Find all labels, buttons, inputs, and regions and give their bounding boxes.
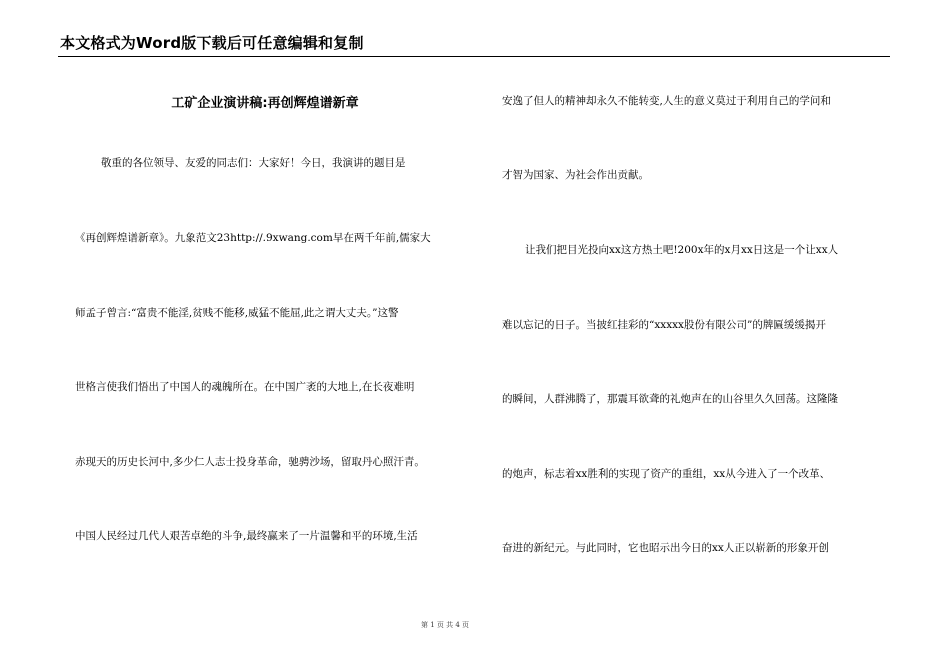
left-column-line: 中国人民经过几代人艰苦卓绝的斗争,最终赢来了一片温馨和平的环境,生活 bbox=[75, 530, 418, 542]
left-column-line: 《再创辉煌谱新章》。九象范文23http://.9xwang.com早在两千年前,儒家大 bbox=[75, 232, 431, 244]
right-column-line: 难以忘记的日子。当披红挂彩的“xxxxx股份有限公司”的牌匾缓缓揭开 bbox=[502, 319, 826, 331]
left-column-line: 赤现天的历史长河中,多少仁人志士投身革命，驰骋沙场，留取丹心照汗青。 bbox=[75, 456, 425, 468]
left-column-line: 世格言使我们悟出了中国人的魂魄所在。在中国广袤的大地上,在长夜难明 bbox=[75, 381, 415, 393]
right-column-line: 奋进的新纪元。与此同时，它也昭示出今日的xx人正以崭新的形象开创 bbox=[502, 542, 829, 554]
right-column-line: 让我们把目光投向xx这方热土吧!200x年的x月xx日这是一个让xx人 bbox=[525, 244, 839, 256]
left-column-line: 敬重的各位领导、友爱的同志们：大家好！今日，我演讲的题目是 bbox=[101, 157, 406, 169]
right-column-line: 的瞬间，人群沸腾了，那震耳欲聋的礼炮声在的山谷里久久回荡。这隆隆 bbox=[502, 393, 838, 405]
left-column-line: 师孟子曾言:“富贵不能淫,贫贱不能移,威猛不能屈,此之谓大丈夫。”这警 bbox=[75, 307, 399, 319]
document-title: 工矿企业演讲稿:再创辉煌谱新章 bbox=[171, 96, 359, 111]
right-column-line: 安逸了但人的精神却永久不能转变,人生的意义莫过于利用自己的学问和 bbox=[502, 95, 831, 107]
download-banner: 本文格式为Word版下载后可任意编辑和复制 bbox=[60, 34, 364, 52]
banner-divider bbox=[58, 56, 890, 57]
page-number: 第 1 页 共 4 页 bbox=[420, 621, 470, 629]
right-column-line: 的炮声，标志着xx胜利的实现了资产的重组，xx从今进入了一个改革、 bbox=[502, 468, 831, 480]
right-column-line: 才智为国家、为社会作出贡献。 bbox=[502, 169, 649, 181]
